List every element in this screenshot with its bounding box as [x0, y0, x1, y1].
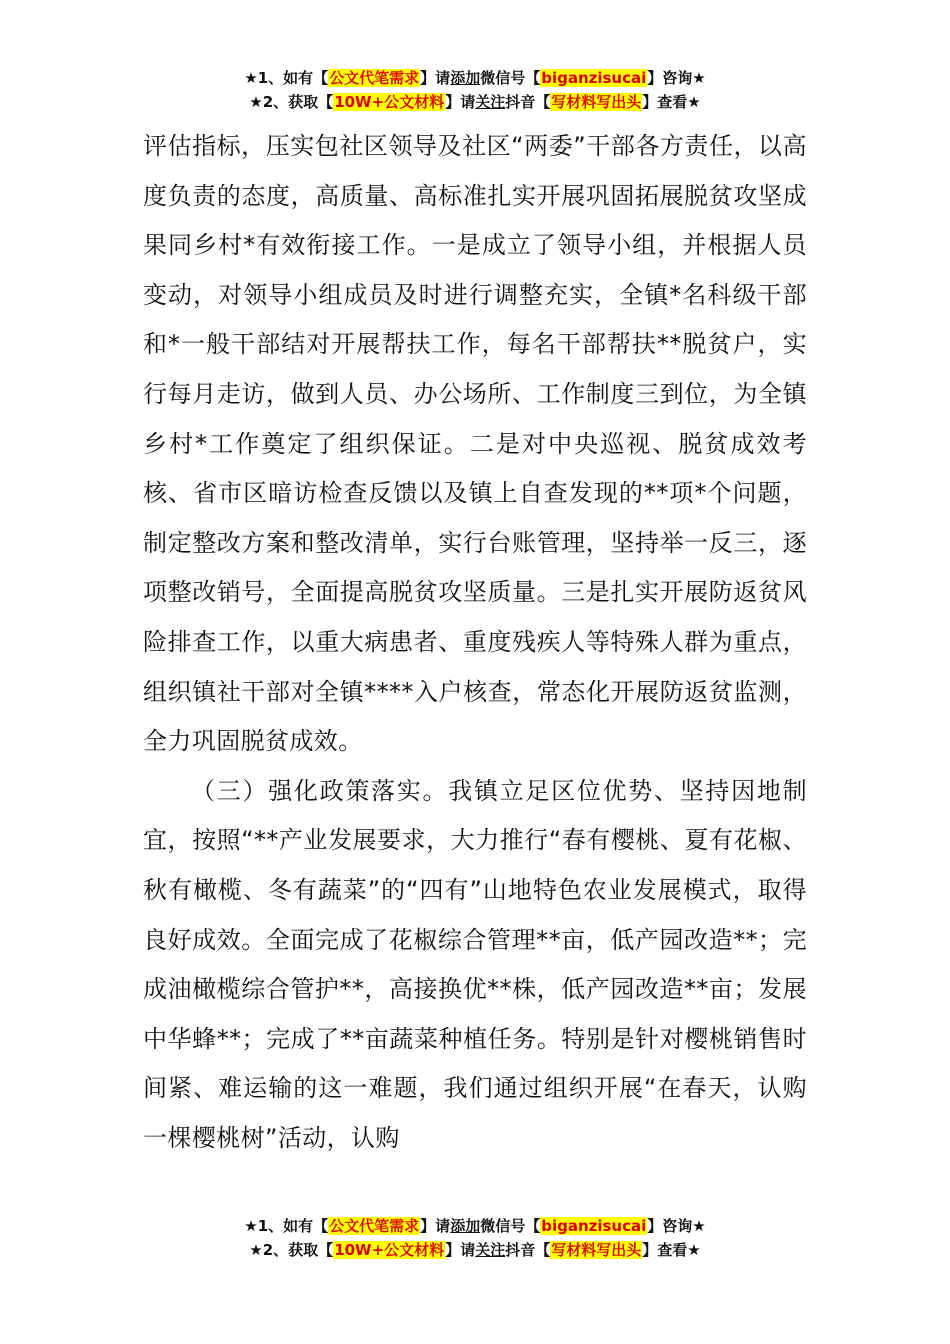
document-body [143, 122, 807, 1163]
highlight-ghostwriting: 公文代笔需求 [329, 69, 420, 87]
star-icon: ★ [249, 93, 263, 111]
highlight-douyin: 写材料写出头 [551, 93, 642, 111]
highlight-wechat-id: biganzisucai [541, 69, 647, 87]
footer-banner [0, 1214, 950, 1262]
star-icon: ★ [244, 1217, 258, 1235]
paragraph-1: 评估指标，压实包社区领导及社区“两委”干部各方责任，以高度负责的态度，高质量、高标准扎实开展巩固拓展脱贫攻坚成果同乡村*有效衔接工作。一是成立了领导小组，并根据人员变动，对领导小组成员及时进行调整充实，全镇*名科级干部和*一般干部结对开展帮扶工作，每名干部帮扶**脱贫户，实行每月走访，做到人员、办公场所、工作制度三到位，为全镇乡村*工作奠定了组织保证。二是对中央巡视、脱贫成效考核、省市区暗访检查反馈以及镇上自查发现的**项*个问题，制定整改方案和整改清单，实行台账管理，坚持举一反三，逐项整改销号，全面提高脱贫攻坚质量。三是扎实开展防返贫风险排查工作，以重大病患者、重度残疾人等特殊人群为重点，组织镇社干部对全镇****入户核查，常态化开展防返贫监测，全力巩固脱贫成效。 [143, 132, 807, 756]
highlight-materials: 10W+公文材料 [334, 93, 445, 111]
banner-line-2: ★2、获取【10W+公文材料】请关注抖音【写材料写出头】查看★ [249, 93, 701, 111]
header-banner [0, 66, 950, 114]
banner-line-1: ★1、如有【公文代笔需求】请添加微信号【biganzisucai】咨询★ [244, 1217, 706, 1235]
highlight-ghostwriting: 公文代笔需求 [329, 1217, 420, 1235]
star-icon: ★ [249, 1241, 263, 1259]
banner-line-1: ★1、如有【公文代笔需求】请添加微信号【biganzisucai】咨询★ [244, 69, 706, 87]
highlight-wechat-id: biganzisucai [541, 1217, 647, 1235]
highlight-materials: 10W+公文材料 [334, 1241, 445, 1259]
star-icon: ★ [244, 69, 258, 87]
highlight-douyin: 写材料写出头 [551, 1241, 642, 1259]
paragraph-2: （三）强化政策落实。我镇立足区位优势、坚持因地制宜，按照“**产业发展要求，大力推行“春有樱桃、夏有花椒、秋有橄榄、冬有蔬菜”的“四有”山地特色农业发展模式，取得良好成效。全面完成了花椒综合管理**亩，低产园改造**；完成油橄榄综合管护**，高接换优**株，低产园改造**亩；发展中华蜂**；完成了**亩蔬菜种植任务。特别是针对樱桃销售时间紧、难运输的这一难题，我们通过组织开展“在春天，认购一棵樱桃树”活动，认购 [143, 776, 807, 1152]
banner-line-2: ★2、获取【10W+公文材料】请关注抖音【写材料写出头】查看★ [249, 1241, 701, 1259]
